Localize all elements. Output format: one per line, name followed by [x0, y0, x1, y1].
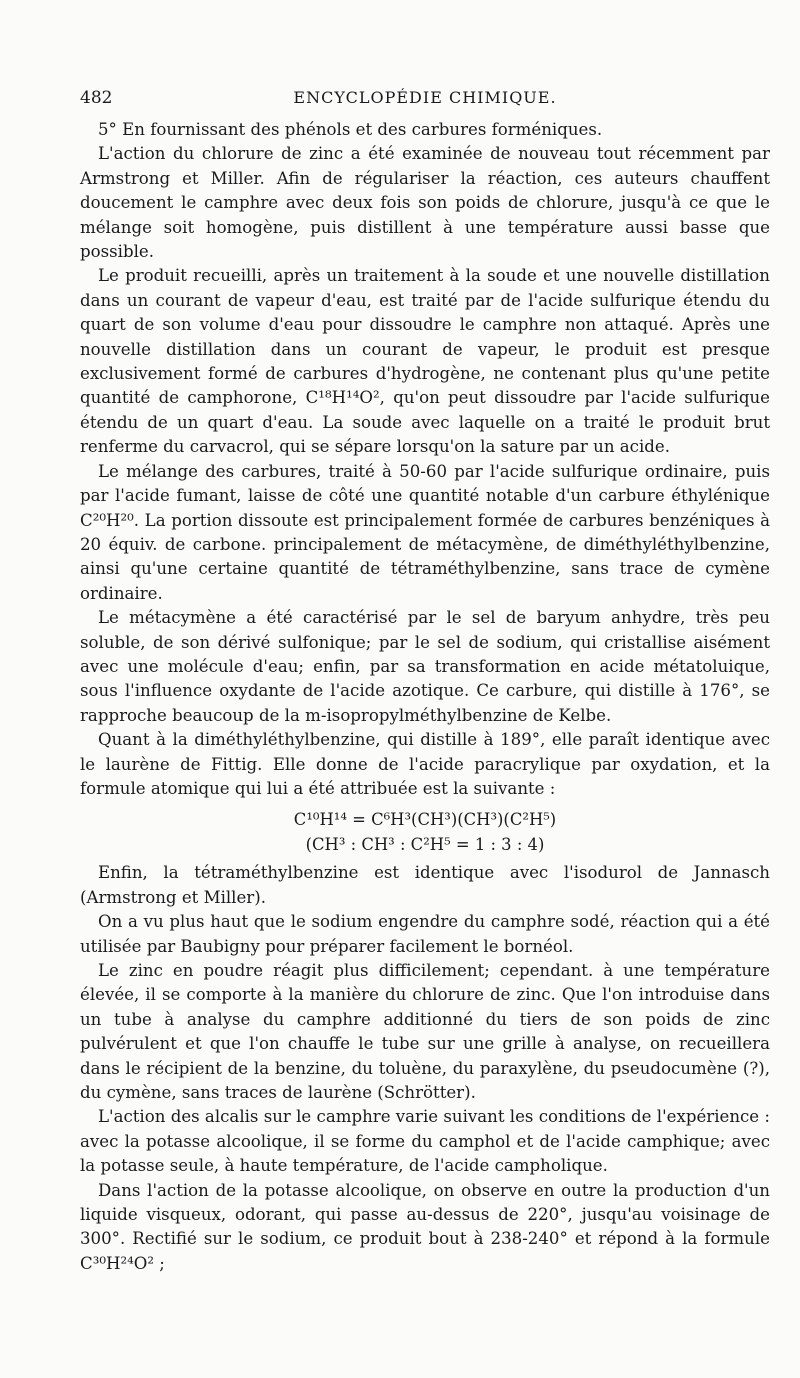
paragraph: 5° En fournissant des phénols et des carbures forméniques. [98, 120, 603, 139]
paragraph: Le mélange des carbures, traité à 50-60 par l'acide sulfurique ordinaire, puis par l'acide fumant, laisse de côté une quantité notable d'un carbure éthylénique C²⁰H²⁰. La portion dissoute est principalement formée de carbures benzéniques à 20 équiv. de carbone. principalement de métacymène, de diméthyléthylbenzine, ainsi qu'une certaine quantité de tétraméthylbenzine, sans trace de cymène ordinaire. [80, 461, 770, 603]
formula-block [80, 807, 770, 857]
paragraph: Dans l'action de la potasse alcoolique, on observe en outre la production d'un liquide visqueux, odorant, qui passe au-dessus de 220°, jusqu'au voisinage de 300°. Rectifié sur le sodium, ce produit bout à 238-240° et répond à la formule C³⁰H²⁴O² ; [80, 1180, 770, 1273]
paragraph: Enfin, la tétraméthylbenzine est identique avec l'isodurol de Jannasch (Armstrong et Miller). [80, 863, 770, 907]
formula-line: (CH³ : CH³ : C²H⁵ = 1 : 3 : 4) [305, 835, 545, 855]
paragraph: On a vu plus haut que le sodium engendre du camphre sodé, réaction qui a été utilisée par Baubigny pour préparer facilement le bornéol. [80, 912, 770, 956]
paragraph: L'action des alcalis sur le camphre varie suivant les conditions de l'expérience : avec la potasse alcoolique, il se forme du camphol et de l'acide camphique; avec la potasse seule, à haute température, de l'acide campholique. [80, 1107, 770, 1176]
paragraph: Quant à la diméthyléthylbenzine, qui distille à 189°, elle paraît identique avec le laurène de Fittig. Elle donne de l'acide paracrylique par oxydation, et la formule atomique qui lui a été attribuée est la suivante : [80, 730, 770, 798]
formula-line: C¹⁰H¹⁴ = C⁶H³(CH³)(CH³)(C²H⁵) [293, 810, 557, 830]
paragraph: Le produit recueilli, après un traitement à la soude et une nouvelle distillation dans un courant de vapeur d'eau, est traité par de l'acide sulfurique étendu du quart de son volume d'eau pour dissoudre le camphre non attaqué. Après une nouvelle distillation dans un courant de vapeur, le produit est presque exclusivement formé de carbures d'hydrogène, ne contenant plus qu'une petite quantité de camphorone, C¹⁸H¹⁴O², qu'on peut dissoudre par l'acide sulfurique étendu de un quart d'eau. La soude avec laquelle on a traité le produit brut renferme du carvacrol, qui se sépare lorsqu'on la sature par un acide. [80, 266, 770, 457]
paragraph: Le métacymène a été caractérisé par le sel de baryum anhydre, très peu soluble, de son dérivé sulfonique; par le sel de sodium, qui cristallise aisément avec une molécule d'eau; enfin, par sa transformation en acide métatoluique, sous l'influence oxydante de l'acide azotique. Ce carbure, qui distille à 176°, se rapproche beaucoup de la m-isopropylméthylbenzine de Kelbe. [80, 608, 770, 725]
paragraph: L'action du chlorure de zinc a été examinée de nouveau tout récemment par Armstrong et Miller. Afin de régulariser la réaction, ces auteurs chauffent doucement le camphre avec deux fois son poids de chlorure, jusqu'à ce que le mélange soit homogène, puis distillent à une température aussi basse que possible. [80, 144, 770, 262]
page-body [80, 118, 770, 1276]
page-number: 482 [80, 88, 113, 108]
page-header [80, 88, 770, 112]
running-title: ENCYCLOPÉDIE CHIMIQUE. [293, 88, 557, 107]
paragraph: Le zinc en poudre réagit plus difficilement; cependant. à une température élevée, il se comporte à la manière du chlorure de zinc. Que l'on introduise dans un tube à analyse du camphre additionné du tiers de son poids de zinc pulvérulent et que l'on chauffe le tube sur une grille à analyse, on recueillera dans le récipient de la benzine, du toluène, du paraxylène, du pseudocumène (?), du cymène, sans traces de laurène (Schrötter). [80, 961, 770, 1103]
